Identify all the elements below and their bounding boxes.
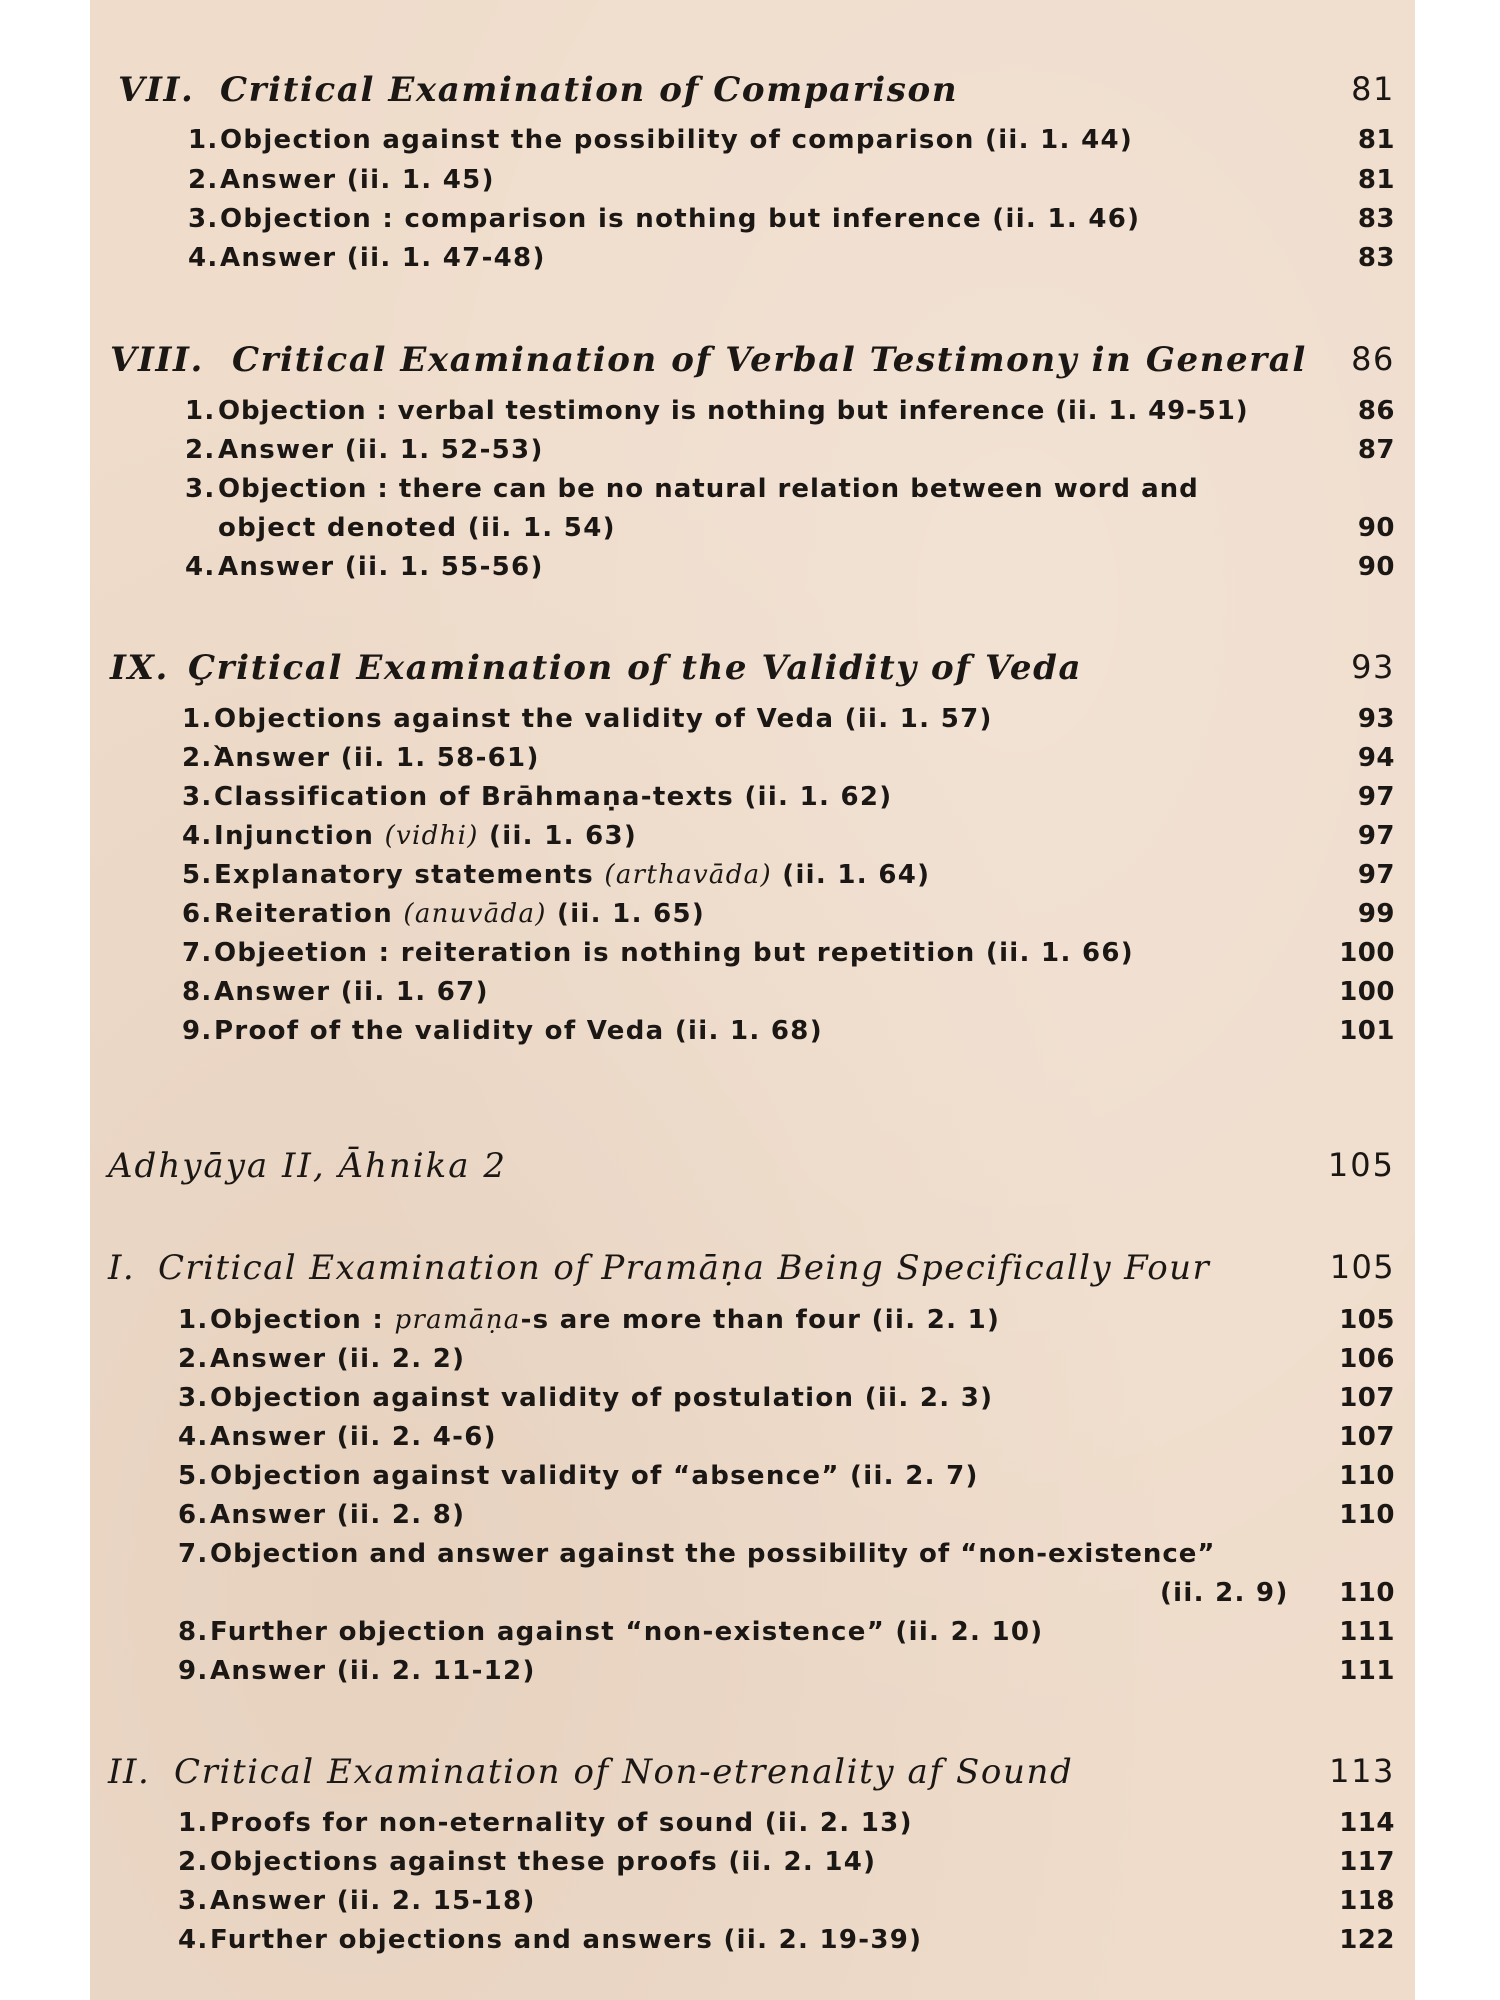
toc-entry: [90, 1925, 1415, 1961]
entry-text: Injunction: [214, 821, 385, 851]
entry-number: 4.: [185, 552, 216, 582]
entry-number: 6.: [182, 899, 213, 929]
page-number: 114: [1339, 1808, 1395, 1838]
entry-number: 2.`: [182, 743, 227, 773]
toc-entry: [90, 435, 1415, 471]
entry-text: IX.: [110, 648, 169, 688]
toc-entry: [90, 1016, 1415, 1052]
toc-entry: [90, 782, 1415, 818]
page-number: 118: [1339, 1886, 1395, 1916]
entry-text: Answer (ii. 2. 4-6): [210, 1422, 497, 1452]
toc-entry-continuation: [90, 513, 1415, 549]
page-number: 83: [1357, 204, 1395, 234]
toc-entry: [90, 1808, 1415, 1844]
page-number: 110: [1339, 1578, 1395, 1608]
entry-text: Answer (ii. 2. 2): [210, 1344, 466, 1374]
toc-entry: [90, 1617, 1415, 1653]
entry-text: Answer (ii. 1. 47-48): [220, 243, 546, 273]
page-number: 81: [1357, 165, 1395, 195]
page-number: 99: [1357, 899, 1395, 929]
entry-text: VII.: [118, 70, 195, 110]
entry-text: Further objection against “non-existence” (ii. 2. 10): [210, 1617, 1044, 1647]
entry-number: 8.: [178, 1617, 209, 1647]
toc-entry: [90, 899, 1415, 935]
toc-entry: [90, 396, 1415, 432]
page-number: 86: [1351, 340, 1395, 378]
entry-text: Answer (ii. 1. 52-53): [218, 435, 544, 465]
entry-text: Objection and answer against the possibility of “non-existence”: [210, 1539, 1216, 1569]
toc-entry: [90, 977, 1415, 1013]
page-number: 87: [1357, 435, 1395, 465]
entry-text: Objection against validity of “absence” (ii. 2. 7): [210, 1461, 979, 1491]
entry-text: Objection : verbal testimony is nothing but inference (ii. 1. 49-51): [218, 396, 1249, 426]
page-number: 83: [1357, 243, 1395, 273]
entry-number: 2.: [188, 165, 219, 195]
toc-entry-continuation: [90, 1578, 1415, 1614]
entry-text: Objection against validity of postulation (ii. 2. 3): [210, 1383, 994, 1413]
entry-number: 1.: [188, 125, 219, 155]
entry-number: 1.: [185, 396, 216, 426]
page-number: 110: [1339, 1461, 1395, 1491]
toc-entry: [90, 1383, 1415, 1419]
page-number: 93: [1351, 648, 1395, 686]
entry-number: 8.: [182, 977, 213, 1007]
entry-text: Critical Examination of Non-etrenality af Sound: [174, 1752, 1074, 1792]
page-number: 101: [1339, 1016, 1395, 1046]
entry-text: Objection : there can be no natural relation between word and: [218, 474, 1199, 504]
page-number: 113: [1329, 1752, 1395, 1790]
toc-entry: [90, 1539, 1415, 1575]
page-number: 105: [1327, 1146, 1395, 1184]
entry-text: II.: [108, 1752, 151, 1792]
toc-entry: [90, 743, 1415, 779]
page-number: 97: [1357, 782, 1395, 812]
toc-entry: [90, 1847, 1415, 1883]
entry-number: 3.: [178, 1886, 209, 1916]
toc-entry: [90, 704, 1415, 740]
entry-text: pramāṇa: [394, 1305, 521, 1335]
entry-number: 5.: [178, 1461, 209, 1491]
entry-text: Objection :: [210, 1305, 395, 1335]
toc-entry: [90, 474, 1415, 510]
entry-text: Çritical Examination of the Validity of Veda: [188, 648, 1083, 688]
entry-number: 6.: [178, 1500, 209, 1530]
entry-text: Critical Examination of Pramāṇa Being Specifically Four: [158, 1248, 1211, 1288]
entry-text: Answer (ii. 2. 11-12): [210, 1656, 536, 1686]
toc-entry: [90, 204, 1415, 240]
entry-text: (ii. 1. 64): [771, 860, 931, 890]
entry-text: Critical Examination of Verbal Testimony in General: [232, 340, 1307, 380]
page-number: 110: [1339, 1500, 1395, 1530]
entry-number: 9.: [182, 1016, 213, 1046]
entry-text: Objection : comparison is nothing but inference (ii. 1. 46): [220, 204, 1141, 234]
page-number: 81: [1357, 125, 1395, 155]
page-number: 90: [1357, 513, 1395, 543]
entry-text: Objection against the possibility of comparison (ii. 1. 44): [220, 125, 1134, 155]
toc-entry: [90, 821, 1415, 857]
page-number: 107: [1339, 1422, 1395, 1452]
entry-text: Critical Examination of Comparison: [220, 70, 959, 110]
toc-entry: [90, 1656, 1415, 1692]
toc-entry: [90, 552, 1415, 588]
entry-text: object denoted (ii. 1. 54): [218, 513, 616, 543]
page-number: 105: [1329, 1248, 1395, 1286]
entry-text: (ii. 1. 63): [478, 821, 638, 851]
entry-text: Reiteration: [214, 899, 404, 929]
toc-entry: [90, 860, 1415, 896]
toc-entry: [90, 1344, 1415, 1380]
entry-number: 3.: [188, 204, 219, 234]
entry-text: Proofs for non-eternality of sound (ii. 2. 13): [210, 1808, 913, 1838]
entry-number: 9.: [178, 1656, 209, 1686]
page-number: 94: [1357, 743, 1395, 773]
entry-number: 3.: [178, 1383, 209, 1413]
entry-text: -s are more than four (ii. 2. 1): [520, 1305, 1001, 1335]
toc-entry: [90, 243, 1415, 279]
entry-number: 3.: [185, 474, 216, 504]
page-number: 86: [1357, 396, 1395, 426]
entry-number: 3.: [182, 782, 213, 812]
page-number: 97: [1357, 821, 1395, 851]
book-page: [90, 0, 1415, 2000]
entry-text: Answer (ii. 1. 58-61): [214, 743, 540, 773]
entry-text: Answer (ii. 1. 45): [220, 165, 495, 195]
entry-number: 4.: [182, 821, 213, 851]
page-number: 122: [1339, 1925, 1395, 1955]
entry-number: 4.: [188, 243, 219, 273]
page-number: 81: [1351, 70, 1395, 108]
entry-number: 4.: [178, 1422, 209, 1452]
entry-number: 1.: [178, 1808, 209, 1838]
page-number: 117: [1339, 1847, 1395, 1877]
entry-text: Objections against these proofs (ii. 2. 14): [210, 1847, 877, 1877]
toc-entry: [90, 165, 1415, 201]
page-number: 106: [1339, 1344, 1395, 1374]
entry-text: Explanatory statements: [214, 860, 605, 890]
toc-entry: [90, 1422, 1415, 1458]
entry-text: Answer (ii. 1. 55-56): [218, 552, 544, 582]
toc-entry: [90, 1305, 1415, 1341]
toc-entry: [90, 125, 1415, 161]
entry-number: 4.: [178, 1925, 209, 1955]
entry-text: (vidhi): [384, 821, 479, 851]
toc-entry: [90, 1461, 1415, 1497]
entry-number: 5.: [182, 860, 213, 890]
entry-text: I.: [108, 1248, 136, 1288]
entry-text: Further objections and answers (ii. 2. 19-39): [210, 1925, 923, 1955]
entry-number: 7.: [182, 938, 213, 968]
entry-number: 2.: [178, 1847, 209, 1877]
page-number: 105: [1339, 1305, 1395, 1335]
entry-text: Proof of the validity of Veda (ii. 1. 68): [214, 1016, 823, 1046]
entry-text: Objections against the validity of Veda (ii. 1. 57): [214, 704, 993, 734]
toc-entry: [90, 1886, 1415, 1922]
entry-text: Adhyāya II, Āhnika 2: [108, 1146, 507, 1186]
entry-number: 2.: [185, 435, 216, 465]
entry-number: 2.: [178, 1344, 209, 1374]
entry-text: VIII.: [110, 340, 204, 380]
entry-text: (anuvāda): [403, 899, 547, 929]
page-number: 93: [1357, 704, 1395, 734]
entry-number: 7.: [178, 1539, 209, 1569]
page-number: 111: [1339, 1656, 1395, 1686]
entry-text: (arthavāda): [604, 860, 772, 890]
entry-text: Answer (ii. 1. 67): [214, 977, 489, 1007]
entry-text: Objeetion : reiteration is nothing but repetition (ii. 1. 66): [214, 938, 1134, 968]
entry-text: (ii. 2. 9): [1160, 1578, 1289, 1608]
toc-entry: [90, 1500, 1415, 1536]
page-number: 90: [1357, 552, 1395, 582]
toc-entry: [90, 938, 1415, 974]
entry-text: Classification of Brāhmaṇa-texts (ii. 1. 62): [214, 782, 893, 812]
entry-number: 1.: [178, 1305, 209, 1335]
page-number: 97: [1357, 860, 1395, 890]
page-number: 111: [1339, 1617, 1395, 1647]
page-number: 100: [1339, 977, 1395, 1007]
page-number: 107: [1339, 1383, 1395, 1413]
entry-text: Answer (ii. 2. 15-18): [210, 1886, 536, 1916]
entry-text: (ii. 1. 65): [546, 899, 706, 929]
entry-number: 1.: [182, 704, 213, 734]
page-number: 100: [1339, 938, 1395, 968]
entry-text: Answer (ii. 2. 8): [210, 1500, 466, 1530]
